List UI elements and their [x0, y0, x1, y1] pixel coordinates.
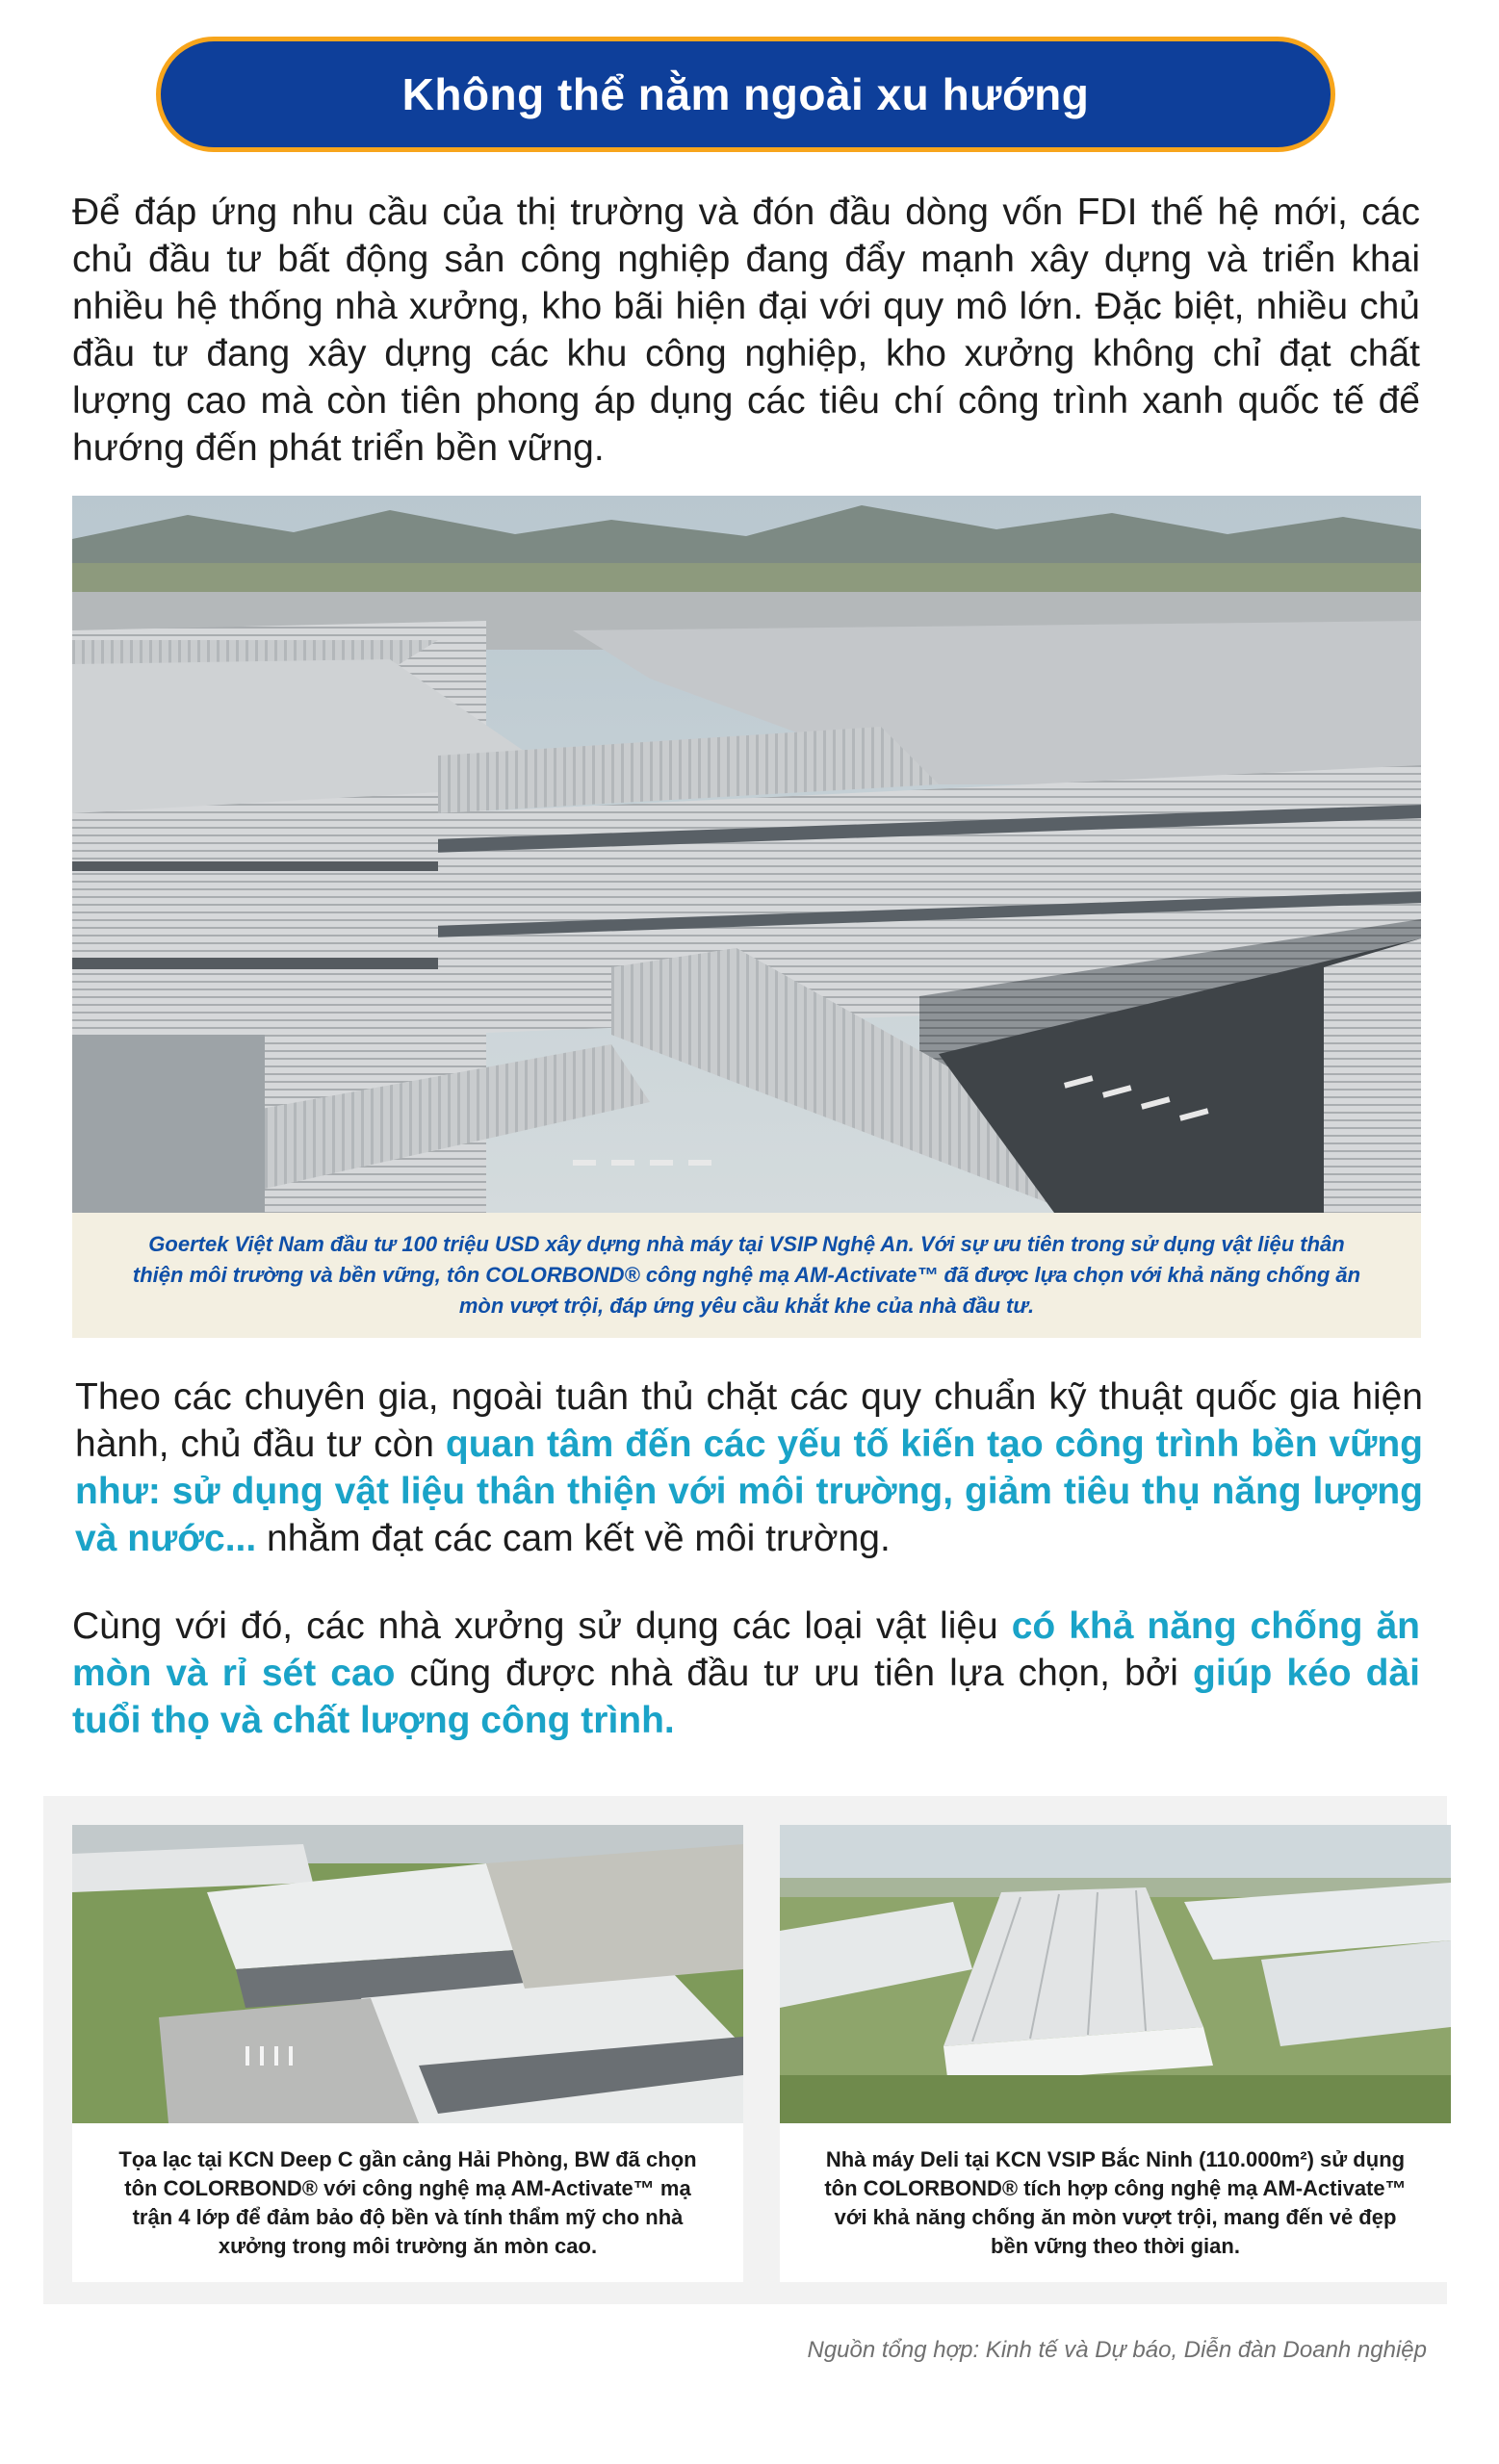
bw-warehouse-photo [72, 1825, 743, 2123]
experts-paragraph [75, 1373, 1423, 1562]
photo-gallery [43, 1796, 1447, 2304]
factory-aerial-photo [72, 496, 1421, 1213]
gallery-caption-1-text: Tọa lạc tại KCN Deep C gần cảng Hải Phòng, BW đã chọn tôn COLORBOND® với công nghệ mạ AM-Activate™ mạ trận 4 lớp để đảm bảo độ bền và tính thẩm mỹ cho nhà xưởng trong môi trường ăn mòn cao. [118, 2146, 697, 2258]
materials-paragraph [72, 1603, 1420, 1744]
experts-text-before: Theo các chuyên gia, ngoài tuân thủ chặt các quy chuẩn kỹ thuật quốc gia hiện hành, chủ đầu tư còn [75, 1376, 1423, 1465]
gallery-item-bw-deepc [72, 1825, 743, 2282]
main-photo-caption-text: Goertek Việt Nam đầu tư 100 triệu USD xây dựng nhà máy tại VSIP Nghệ An. Với sự ưu tiên trong sử dụng vật liệu thân thiện môi trường và bền vững, tôn COLORBOND® công nghệ mạ AM-Activate™ đã được lựa chọn với khả năng chống ăn mòn vượt trội, đáp ứng yêu cầu khắt khe của nhà đầu tư. [132, 1232, 1361, 1318]
section-title: Không thể nằm ngoài xu hướng [401, 69, 1090, 119]
deli-factory-photo [780, 1825, 1451, 2123]
intro-paragraph: Để đáp ứng nhu cầu của thị trường và đón đầu dòng vốn FDI thế hệ mới, các chủ đầu tư bất động sản công nghiệp đang đẩy mạnh xây dựng và triển khai nhiều hệ thống nhà xưởng, kho bãi hiện đại với quy mô lớn. Đặc biệt, nhiều chủ đầu tư đang xây dựng các khu công nghiệp, kho xưởng không chỉ đạt chất lượng cao mà còn tiên phong áp dụng các tiêu chí công trình xanh quốc tế để hướng đến phát triển bền vững. [72, 192, 1420, 469]
materials-highlight-2: giúp kéo dài tuổi thọ và chất lượng công trình. [72, 1653, 1420, 1741]
main-photo-caption [72, 1213, 1421, 1338]
materials-text-1: Cùng với đó, các nhà xưởng sử dụng các loại vật liệu [72, 1605, 1012, 1647]
materials-highlight-1: có khả năng chống ăn mòn và rỉ sét cao [72, 1605, 1420, 1694]
gallery-item-deli-vsip [780, 1825, 1451, 2282]
gallery-caption-2-text: Nhà máy Deli tại KCN VSIP Bắc Ninh (110.000m²) sử dụng tôn COLORBOND® tích hợp công nghệ mạ AM-Activate™ với khả năng chống ăn mòn vượt trội, mang đến vẻ đẹp bền vững theo thời gian. [824, 2146, 1407, 2258]
source-note: Nguồn tổng hợp: Kinh tế và Dự báo, Diễn đàn Doanh nghiệp [807, 2337, 1427, 2363]
gallery-caption-1 [72, 2123, 743, 2282]
gallery-caption-2 [780, 2123, 1451, 2282]
section-title-banner [156, 37, 1335, 152]
experts-highlight: quan tâm đến các yếu tố kiến tạo công trình bền vững như: sử dụng vật liệu thân thiện với môi trường, giảm tiêu thụ năng lượng và nước... [75, 1424, 1424, 1559]
experts-text-after: nhằm đạt các cam kết về môi trường. [256, 1518, 891, 1559]
materials-text-2: cũng được nhà đầu tư ưu tiên lựa chọn, bởi [395, 1653, 1194, 1694]
